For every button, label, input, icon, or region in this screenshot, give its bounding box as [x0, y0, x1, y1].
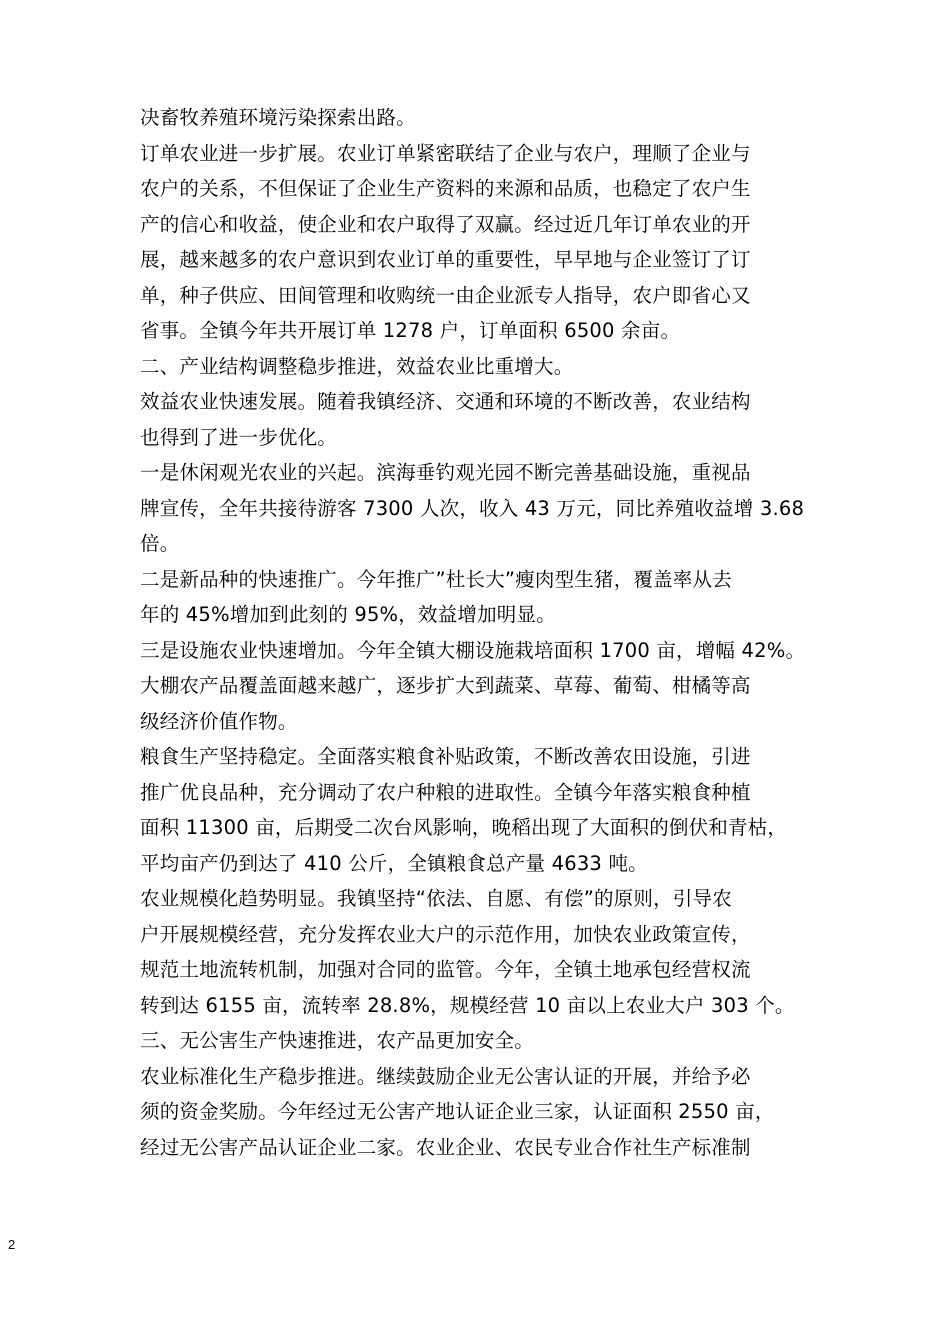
text-line: 二是新品种的快速推广。今年推广”杜长大”瘦肉型生猪，覆盖率从去: [140, 567, 732, 591]
text-line: 转到达 6155 亩，流转率 28.8%，规模经营 10 亩以上农业大户 303 个。: [140, 993, 795, 1017]
text-line: 面积 11300 亩，后期受二次台风影响，晚稻出现了大面积的倒伏和青枯，: [140, 816, 788, 839]
text-line: 三是设施农业快速增加。今年全镇大棚设施栽培面积 1700 亩，增幅 42%。: [140, 638, 806, 662]
text-line: 粮食生产坚持稳定。全面落实粮食补贴政策，不断改善农田设施，引进: [140, 745, 751, 768]
text-line: 也得到了进一步优化。: [140, 425, 338, 449]
text-line: 产的信心和收益，使企业和农户取得了双赢。经过近几年订单农业的开: [140, 212, 751, 236]
text-line: 一是休闲观光农业的兴起。滨海垂钓观光园不断完善基础设施，重视品: [140, 461, 751, 484]
document-body: [140, 100, 840, 1165]
text-line: 决畜牧养殖环境污染探索出路。: [140, 106, 416, 129]
text-line: 大棚农产品覆盖面越来越广，逐步扩大到蔬菜、草莓、葡萄、柑橘等高: [140, 674, 751, 697]
text-line: 经过无公害产品认证企业二家。农业企业、农民专业合作社生产标准制: [140, 1135, 751, 1159]
text-line: 农业标准化生产稳步推进。继续鼓励企业无公害认证的开展，并给予必: [140, 1064, 751, 1088]
text-line: 省事。全镇今年共开展订单 1278 户，订单面积 6500 余亩。: [140, 319, 681, 342]
text-line: 农业规模化趋势明显。我镇坚持“依法、自愿、有偿”的原则，引导农: [140, 887, 732, 910]
text-line: 展，越来越多的农户意识到农业订单的重要性，早早地与企业签订了订: [140, 248, 751, 271]
text-line: 牌宣传，全年共接待游客 7300 人次，收入 43 万元，同比养殖收益增 3.68: [140, 496, 805, 520]
text-line: 须的资金奖励。今年经过无公害产地认证企业三家，认证面积 2550 亩，: [140, 1100, 775, 1123]
section-heading: 三、无公害生产快速推进，农产品更加安全。: [140, 1029, 535, 1052]
text-line: 效益农业快速发展。随着我镇经济、交通和环境的不断改善，农业结构: [140, 390, 751, 413]
text-line: 推广优良品种，充分调动了农户种粮的进取性。全镇今年落实粮食种植: [140, 780, 751, 804]
text-line: 单，种子供应、田间管理和收购统一由企业派专人指导，农户即省心又: [140, 283, 751, 307]
text-line: 户开展规模经营，充分发挥农业大户的示范作用，加快农业政策宣传，: [140, 922, 751, 946]
text-line: 平均亩产仍到达了 410 公斤，全镇粮食总产量 4633 吨。: [140, 851, 648, 875]
text-line: 级经济价值作物。: [140, 709, 298, 733]
text-line: 订单农业进一步扩展。农业订单紧密联结了企业与农户，理顺了企业与: [140, 141, 751, 165]
text-line: 规范土地流转机制，加强对合同的监管。今年，全镇土地承包经营权流: [140, 958, 751, 981]
text-line: 倍。: [140, 532, 180, 555]
page-number: 2: [8, 1237, 16, 1252]
text-line: 农户的关系，不但保证了企业生产资料的来源和品质，也稳定了农户生: [140, 177, 751, 200]
text-line: 年的 45%增加到此刻的 95%，效益增加明显。: [140, 603, 556, 626]
section-heading: 二、产业结构调整稳步推进，效益农业比重增大。: [140, 354, 574, 378]
